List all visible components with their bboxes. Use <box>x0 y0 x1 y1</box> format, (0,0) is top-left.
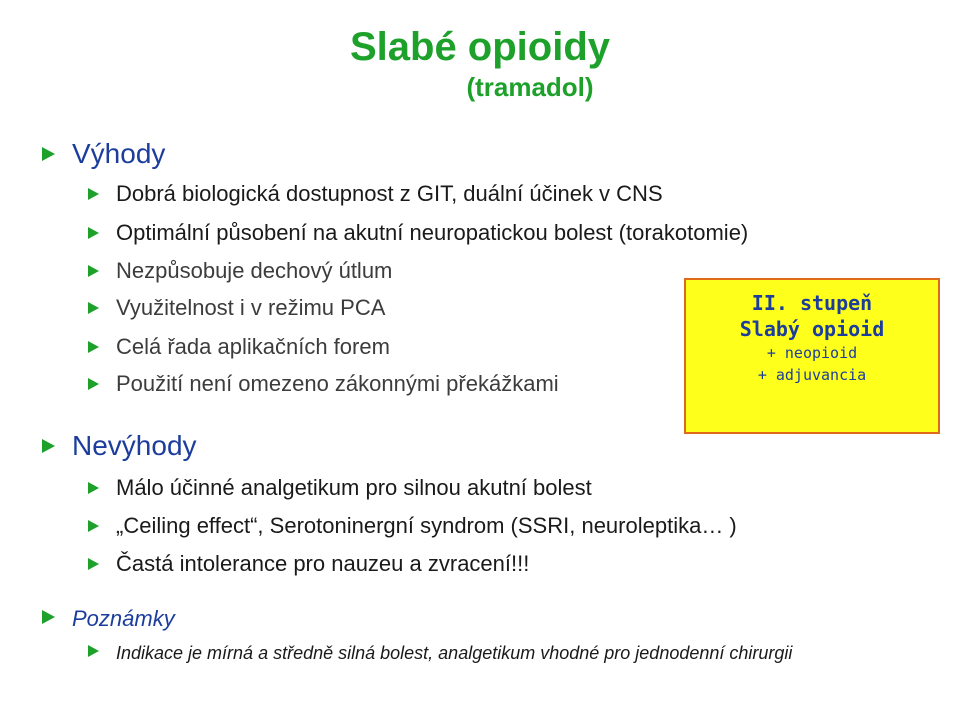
list-item <box>0 639 960 669</box>
triangle-bullet-icon <box>88 227 99 239</box>
triangle-bullet-icon <box>88 341 99 353</box>
triangle-bullet-icon <box>42 610 55 624</box>
list-item <box>0 512 960 542</box>
advantages-heading-text: Výhody <box>72 138 166 169</box>
triangle-bullet-icon <box>88 558 99 570</box>
list-item-text: Nezpůsobuje dechový útlum <box>116 258 393 283</box>
triangle-bullet-icon <box>88 265 99 277</box>
triangle-bullet-icon <box>88 645 99 657</box>
list-item <box>0 474 960 504</box>
list-item <box>0 219 960 249</box>
ladder-step-callout <box>684 278 940 434</box>
notes-heading-text: Poznámky <box>72 606 175 631</box>
triangle-bullet-icon <box>88 188 99 200</box>
callout-step-label: II. stupeň <box>751 291 873 315</box>
list-item-text: Indikace je mírná a středně silná bolest, analgetikum vhodné pro jednodenní chirurgii <box>116 643 793 663</box>
list-item-text: Optimální působení na akutní neuropatickou bolest (torakotomie) <box>116 220 749 245</box>
callout-addition-1: + neopioid <box>766 344 858 362</box>
triangle-bullet-icon <box>42 147 55 161</box>
slide-title: Slabé opioidy <box>349 25 611 69</box>
triangle-bullet-icon <box>88 482 99 494</box>
triangle-bullet-icon <box>88 378 99 390</box>
list-item-text: Celá řada aplikačních forem <box>116 334 390 359</box>
list-item-text: Použití není omezeno zákonnými překážkami <box>116 371 559 396</box>
triangle-bullet-icon <box>42 439 55 453</box>
list-item <box>0 180 960 210</box>
list-item-text: Častá intolerance pro nauzeu a zvracení!!! <box>116 551 530 576</box>
disadvantages-heading-text: Nevýhody <box>72 430 197 461</box>
list-item-text: „Ceiling effect“, Serotoninergní syndrom (SSRI, neuroleptika… ) <box>116 513 737 538</box>
callout-drug-class: Slabý opioid <box>739 317 885 341</box>
list-item-text: Využitelnost i v režimu PCA <box>116 295 386 320</box>
list-item <box>0 550 960 580</box>
callout-addition-2: + adjuvancia <box>757 366 867 384</box>
list-item-text: Dobrá biologická dostupnost z GIT, duální účinek v CNS <box>116 181 663 206</box>
triangle-bullet-icon <box>88 520 99 532</box>
slide-subtitle: (tramadol) <box>466 72 594 102</box>
triangle-bullet-icon <box>88 302 99 314</box>
list-item-text: Málo účinné analgetikum pro silnou akutní bolest <box>116 475 592 500</box>
